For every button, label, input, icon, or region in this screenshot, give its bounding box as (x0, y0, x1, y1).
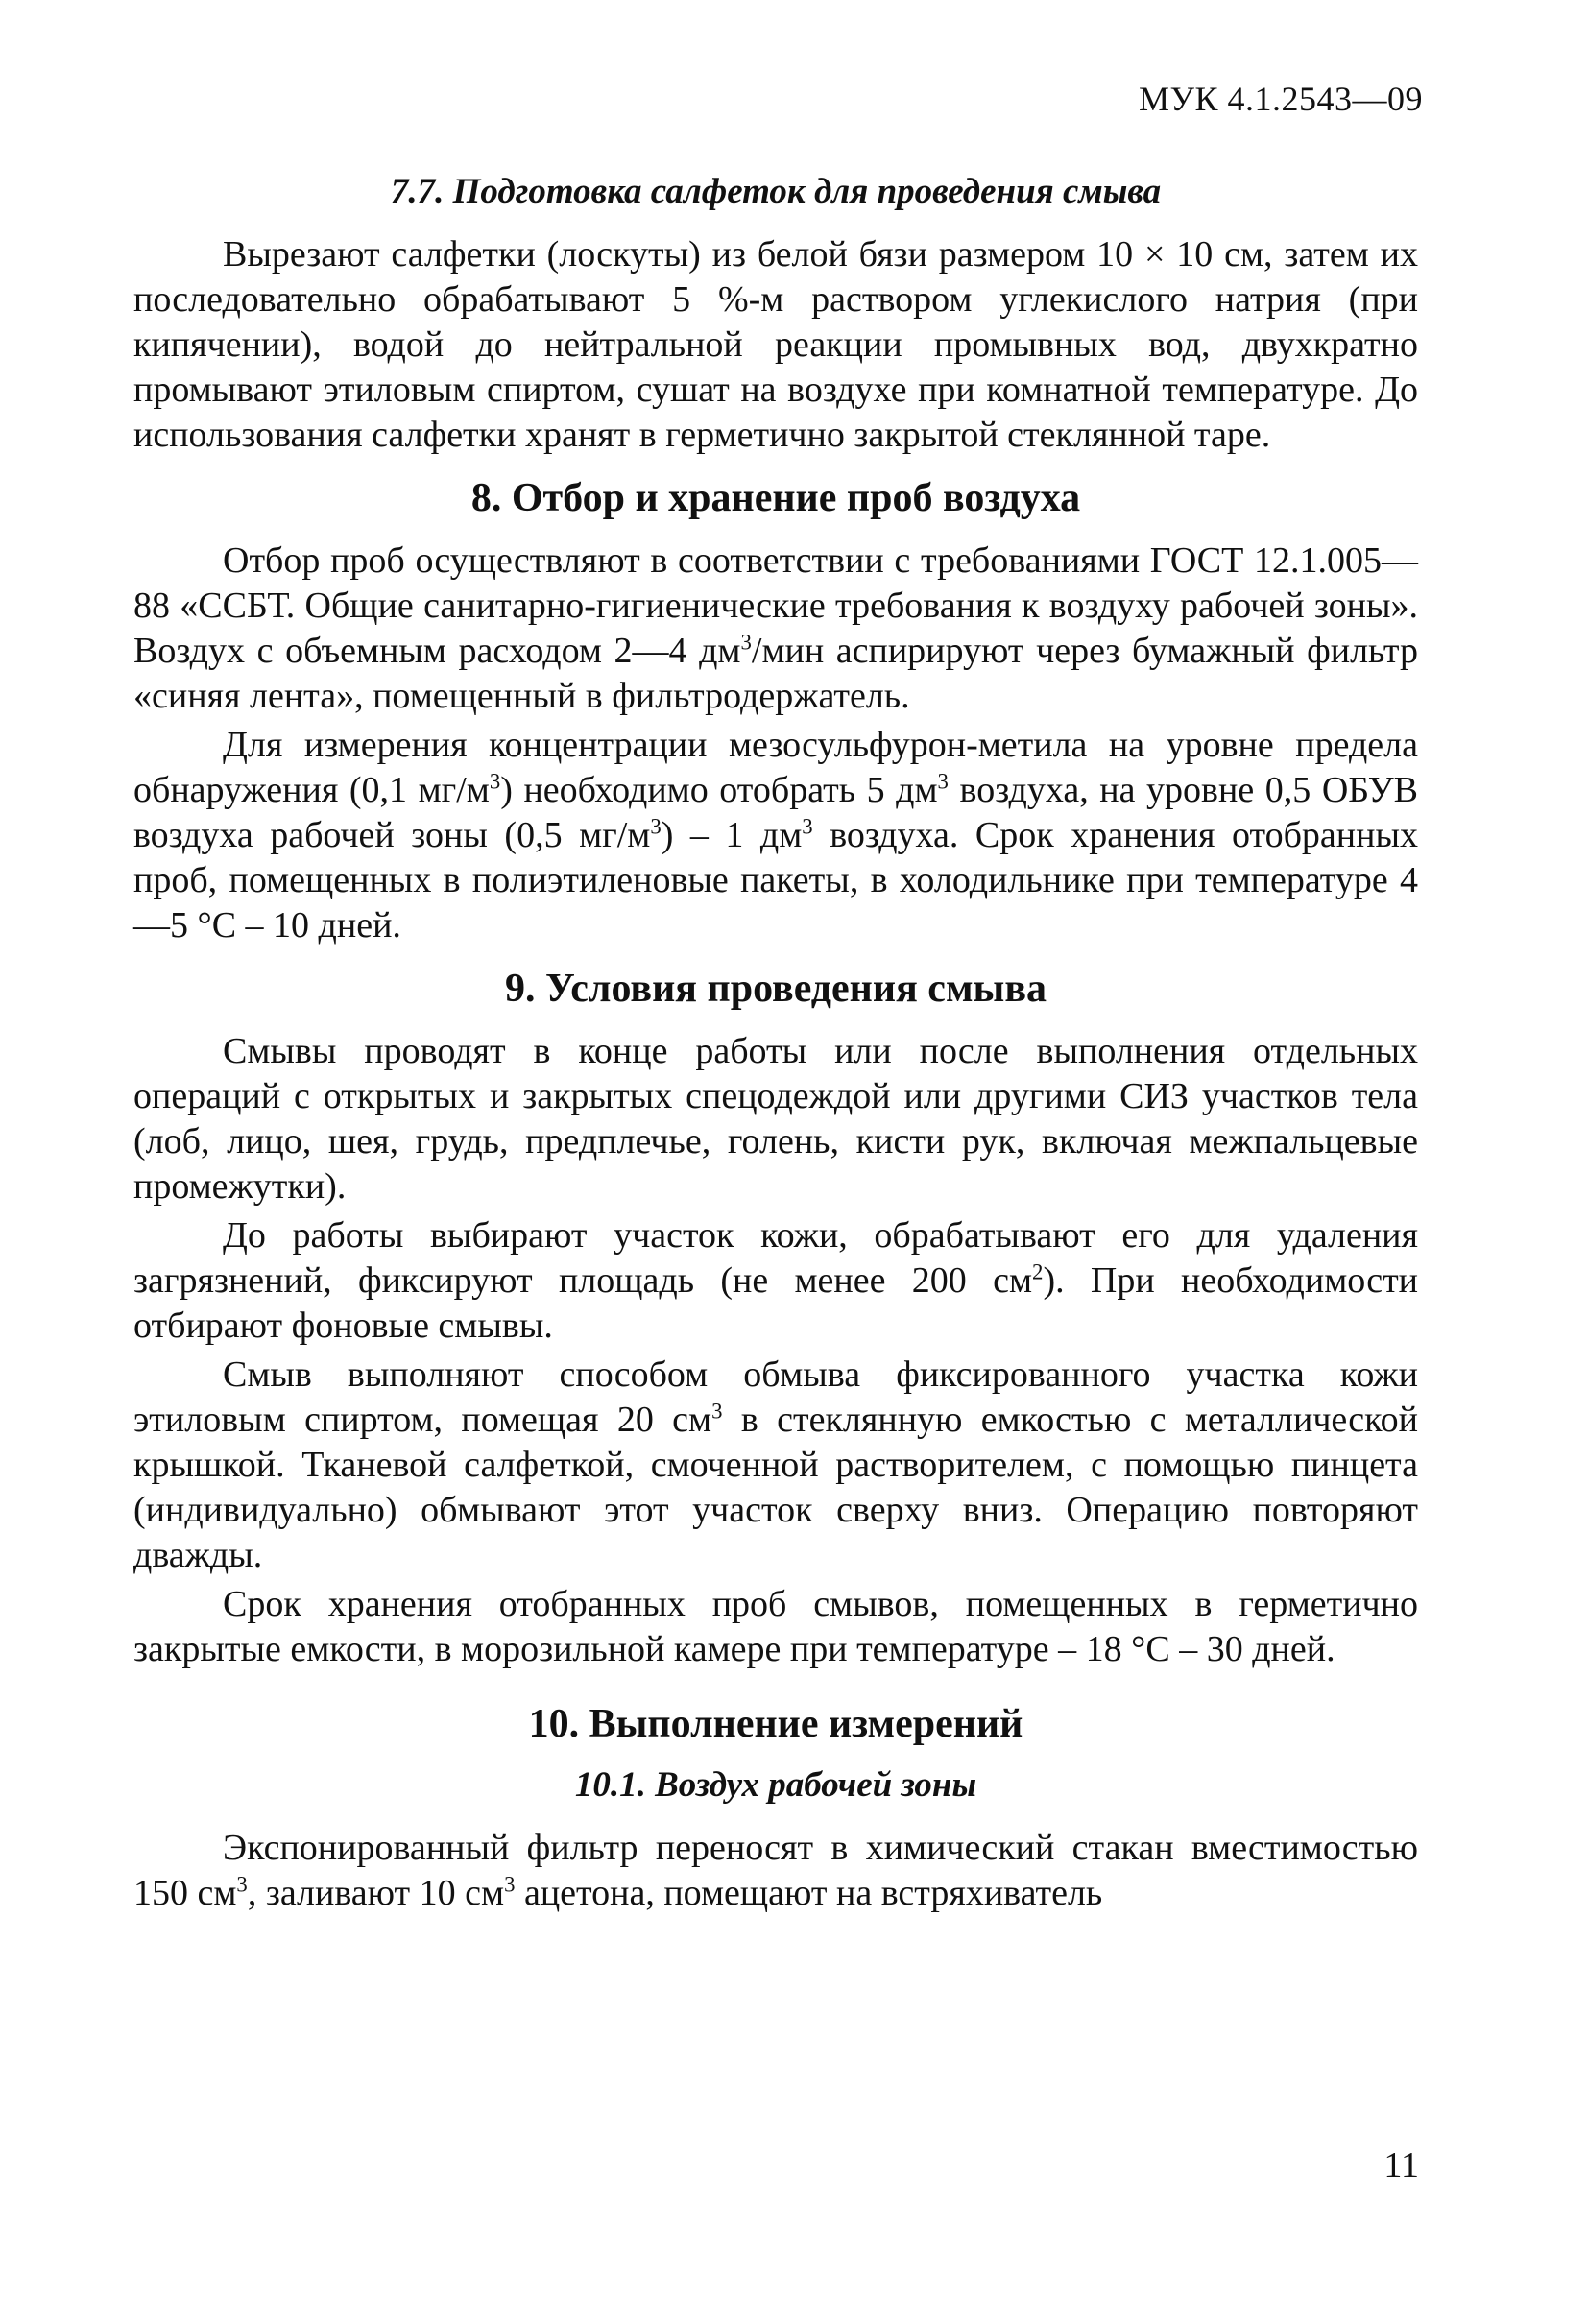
page-number: 11 (1383, 2145, 1419, 2186)
section-8-paragraph-1: Отбор проб осуществляют в соответствии с требованиями ГОСТ 12.1.005—88 «ССБТ. Общие санитарно-гигиенические требования к воздуху рабочей зоны». Воздух с объемным расходом 2—4 $дм^3$/мин аспирируют через бумажный фильтр «синяя лента», помещенный в фильтродержатель. (133, 540, 1418, 716)
section-9-paragraph-4: Срок хранения отобранных проб смывов, помещенных в герметично закрытые емкости, в морозильной камере при температуре – 18 °С – 30 дней. (133, 1584, 1418, 1669)
section-8-title: 8. Отбор и хранение проб воздуха (470, 476, 1081, 520)
section-9-paragraph-2: До работы выбирают участок кожи, обрабатывают его для удаления загрязнений, фиксируют площадь (не менее 200 $см^2$). При необходимости отбирают фоновые смывы. (133, 1215, 1419, 1346)
section-7-7-paragraph: Вырезают салфетки (лоскуты) из белой бязи размером 10 × 10 см, затем их последовательно обрабатывают 5 %-м раствором углекислого натрия (при кипячении), водой до нейтральной реакции промывных вод, двухкратно промывают этиловым спиртом, сушат на воздухе при комнатной температуре. До использования салфетки хранят в герметично закрытой стеклянной таре. (133, 234, 1418, 455)
section-10-1-paragraph: Экспонированный фильтр переносят в химический стакан вместимостью 150 $см^3$, заливают 10 $см^3$ ацетона, помещают на встряхиватель (133, 1828, 1418, 1913)
section-8-paragraph-2: Для измерения концентрации мезосульфурон-метила на уровне предела обнаружения (0,1 $мг/м^3$) необходимо отобрать 5 $дм^3$ воздуха, на уровне 0,5 ОБУВ воздуха рабочей зоны (0,5 $мг/м^3) - 1$ $дм^3$ воздуха. Срок хранения отобранных проб, помещенных в полиэтиленовые пакеты, в холодильнике при температуре 4—5 °С – 10 дней. (133, 725, 1418, 946)
section-7-7-title: 7.7. Подготовка салфеток для проведения смыва (390, 172, 1162, 211)
section-10-1-title: 10.1. Воздух рабочей зоны (574, 1765, 977, 1805)
document-body (133, 171, 1418, 1916)
section-9-paragraph-3: Смыв выполняют способом обмыва фиксированного участка кожи этиловым спиртом, помещая 20 $см^3$ в стеклянную емкостью с металлической крышкой. Тканевой салфеткой, смоченной растворителем, с помощью пинцета (индивидуально) обмывают этот участок сверху вниз. Операцию повторяют дважды. (133, 1354, 1418, 1575)
document-code: МУК 4.1.2543—09 (1138, 80, 1423, 118)
section-10-title: 10. Выполнение измерений (528, 1702, 1023, 1746)
section-9-paragraph-1: Смывы проводят в конце работы или после выполнения отдельных операций с открытых и закрытых спецодеждой или другими СИЗ участков тела (лоб, лицо, шея, грудь, предплечье, голень, кисти рук, включая межпальцевые промежутки). (133, 1031, 1418, 1207)
section-9-title: 9. Условия проведения смыва (504, 967, 1047, 1011)
